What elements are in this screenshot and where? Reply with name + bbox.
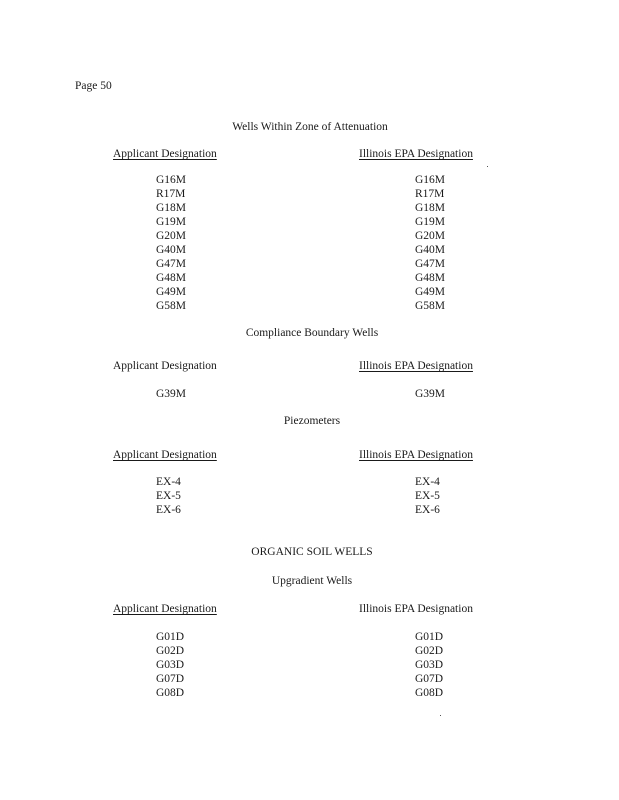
table-cell: G01D — [415, 631, 444, 643]
table-cell: G48M — [415, 272, 446, 284]
table-cell: G02D — [415, 645, 444, 657]
column-header-epa: Illinois EPA Designation — [359, 148, 473, 160]
column-header-applicant: Applicant Designation — [113, 603, 217, 615]
table-cell: EX-4 — [156, 476, 181, 488]
table-cell: G40M — [156, 244, 187, 256]
applicant-column — [156, 630, 184, 700]
table-cell: G03D — [415, 659, 444, 671]
column-header-applicant: Applicant Designation — [113, 360, 217, 372]
table-cell: G08D — [156, 687, 185, 699]
table-cell: R17M — [415, 188, 445, 200]
table-cell: G58M — [156, 300, 187, 312]
epa-column — [415, 173, 445, 313]
scan-speck — [487, 166, 488, 167]
table-cell: G39M — [156, 388, 187, 400]
column-header-epa: Illinois EPA Designation — [359, 449, 473, 461]
table-cell: EX-4 — [415, 476, 440, 488]
table-cell: G03D — [156, 659, 185, 671]
table-cell: EX-5 — [415, 490, 440, 502]
table-cell: G39M — [415, 388, 446, 400]
table-cell: EX-6 — [156, 504, 181, 516]
table-cell: EX-5 — [156, 490, 181, 502]
section-title: Piezometers — [283, 415, 341, 427]
page-number: Page 50 — [75, 80, 112, 92]
table-cell: G16M — [415, 174, 446, 186]
table-cell: G01D — [156, 631, 185, 643]
applicant-column — [156, 475, 181, 517]
table-cell: G40M — [415, 244, 446, 256]
table-cell: G19M — [156, 216, 187, 228]
table-cell: G08D — [415, 687, 444, 699]
column-header-epa: Illinois EPA Designation — [359, 360, 473, 372]
table-cell: G02D — [156, 645, 185, 657]
table-cell: G49M — [415, 286, 446, 298]
table-cell: G07D — [415, 673, 444, 685]
table-cell: G19M — [415, 216, 446, 228]
section-title: Wells Within Zone of Attenuation — [232, 121, 388, 133]
scan-speck — [440, 715, 441, 716]
section-title: Upgradient Wells — [271, 575, 353, 587]
section-title: Compliance Boundary Wells — [245, 327, 379, 339]
column-header-applicant: Applicant Designation — [113, 148, 217, 160]
table-cell: G18M — [415, 202, 446, 214]
column-header-epa: Illinois EPA Designation — [359, 603, 473, 615]
table-cell: G16M — [156, 174, 187, 186]
table-cell: G18M — [156, 202, 187, 214]
table-cell: G47M — [156, 258, 187, 270]
table-cell: R17M — [156, 188, 186, 200]
column-header-applicant: Applicant Designation — [113, 449, 217, 461]
table-cell: G47M — [415, 258, 446, 270]
table-cell: G48M — [156, 272, 187, 284]
table-cell: G20M — [415, 230, 446, 242]
epa-column — [415, 475, 440, 517]
table-cell: G58M — [415, 300, 446, 312]
section-heading: ORGANIC SOIL WELLS — [251, 546, 373, 558]
table-cell: G07D — [156, 673, 185, 685]
table-cell: EX-6 — [415, 504, 440, 516]
epa-column — [415, 630, 443, 700]
applicant-column — [156, 173, 186, 313]
table-cell: G20M — [156, 230, 187, 242]
table-cell: G49M — [156, 286, 187, 298]
